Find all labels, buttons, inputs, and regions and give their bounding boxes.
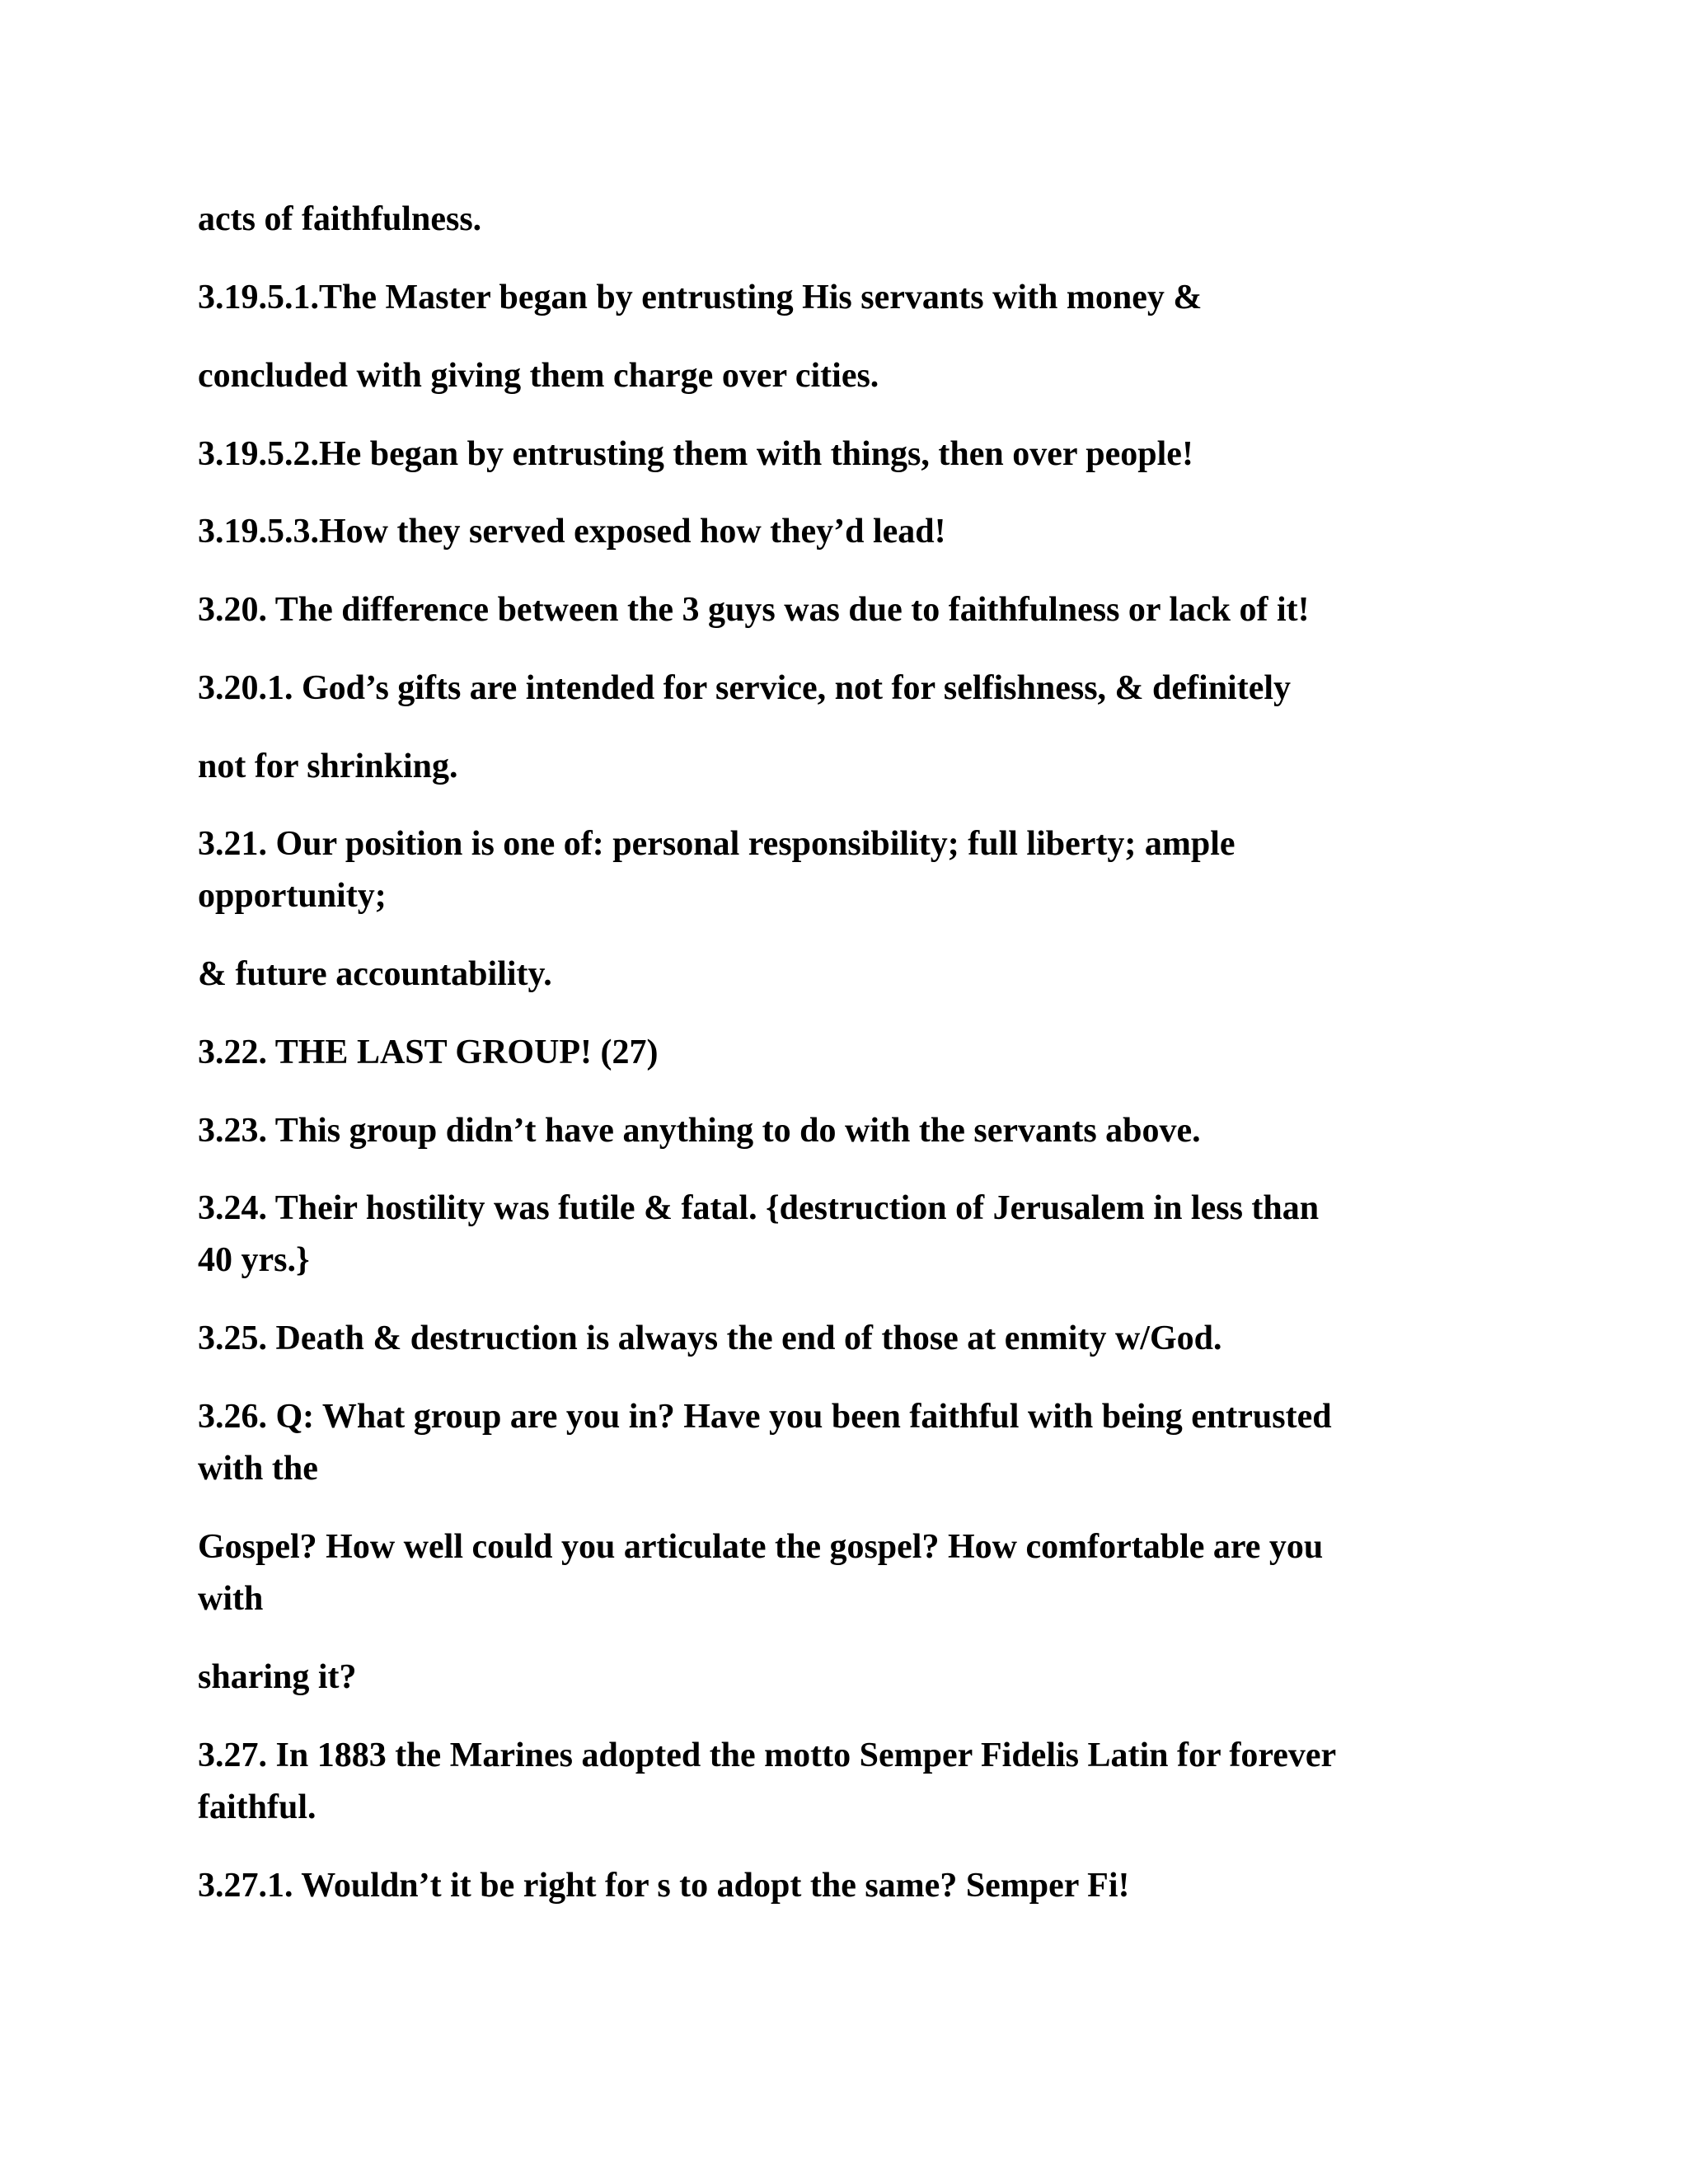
text-line: 3.19.5.2.He began by entrusting them with things, then over people!: [198, 435, 1193, 473]
text-line: opportunity;: [198, 877, 387, 915]
text-line: 3.27. In 1883 the Marines adopted the motto Semper Fidelis Latin for forever: [198, 1736, 1337, 1774]
text-line: 3.19.5.1.The Master began by entrusting His servants with money &: [198, 279, 1203, 316]
text-line: Gospel? How well could you articulate the gospel? How comfortable are you: [198, 1528, 1324, 1566]
text-line: 3.21. Our position is one of: personal responsibility; full liberty; ample: [198, 825, 1236, 863]
text-line: 3.25. Death & destruction is always the end of those at enmity w/God.: [198, 1319, 1222, 1357]
text-line: not for shrinking.: [198, 748, 458, 785]
text-line: 3.24. Their hostility was futile & fatal. {destruction of Jerusalem in less than: [198, 1189, 1320, 1227]
text-line: & future accountability.: [198, 955, 552, 993]
text-line: 3.20.1. God’s gifts are intended for service, not for selfishness, & definitely: [198, 669, 1292, 707]
text-line: 3.20. The difference between the 3 guys was due to faithfulness or lack of it!: [198, 591, 1310, 629]
text-line: with: [198, 1580, 264, 1618]
text-line: sharing it?: [198, 1658, 357, 1696]
text-line: 3.26. Q: What group are you in? Have you been faithful with being entrusted: [198, 1398, 1332, 1436]
text-line: acts of faithfulness.: [198, 200, 482, 238]
text-line: concluded with giving them charge over cities.: [198, 357, 879, 395]
text-line: 3.22. THE LAST GROUP! (27): [198, 1033, 659, 1071]
text-line: with the: [198, 1450, 318, 1488]
text-line: 3.27.1. Wouldn’t it be right for s to adopt the same? Semper Fi!: [198, 1867, 1130, 1905]
text-line: faithful.: [198, 1788, 316, 1826]
text-line: 40 yrs.}: [198, 1241, 310, 1279]
text-line: 3.19.5.3.How they served exposed how they’d lead!: [198, 513, 946, 551]
text-line: 3.23. This group didn’t have anything to do with the servants above.: [198, 1112, 1201, 1150]
